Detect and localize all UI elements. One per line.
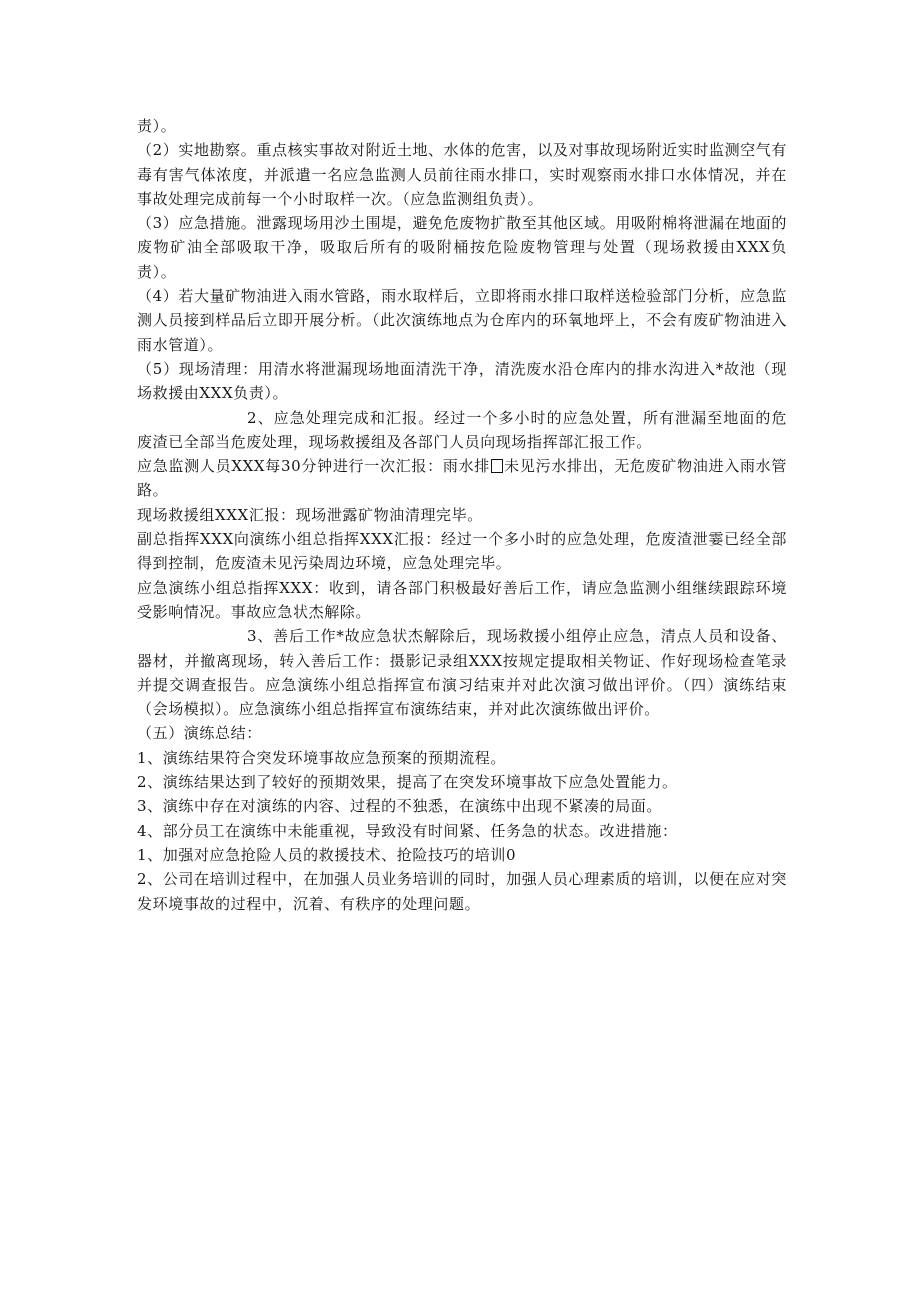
paragraph-continuation: 责）。 xyxy=(137,117,177,135)
paragraph-site-survey: （2）实地勘察。重点核实事故对附近土地、水体的危害，以及对事故现场附近实时监测空气有毒有害气体浓度，并派遣一名应急监测人员前往雨水排口，实时观察雨水排口水体情况，并在事故处理完成前每一个小时取样一次。（应急监测组负责）。 xyxy=(137,141,787,208)
paragraph-completion-report: 2、应急处理完成和汇报。经过一个多小时的应急处置，所有泄漏至地面的危废渣已全部当危废处理，现场救援组及各部门人员向现场指挥部汇报工作。 xyxy=(137,408,787,451)
paragraph-deputy-report: 副总指挥XXX向演练小组总指挥XXX汇报：经过一个多小时的应急处理，危废渣泄霎已经全部得到控制，危废渣未见污染周边环境，应急处理完毕。 xyxy=(137,530,787,573)
paragraph-summary-3: 3、演练中存在对演练的内容、过程的不独悉，在演练中出现不紧凑的局面。 xyxy=(137,797,662,816)
document-body xyxy=(137,114,787,916)
paragraph-site-cleanup: （5）现场清理：用清水将泄漏现场地面清洗干净，清洗废水沿仓库内的排水沟进入*故池（现场救援由XXX负责）。 xyxy=(137,359,787,403)
paragraph-improvement-1: 1、加强对应急抢险人员的救援技术、抢险技巧的培训0 xyxy=(137,845,517,864)
paragraph-rescue-report: 现场救援组XXX汇报：现场泄露矿物油清理完毕。 xyxy=(137,505,483,524)
paragraph-summary-2: 2、演练结果达到了较好的预期效果，提高了在突发环境事故下应急处置能力。 xyxy=(137,773,678,792)
paragraph-aftermath: 3、善后工作*故应急状杰解除后，现场救援小组停止应急，清点人员和设备、器材，并撤离现场，转入善后工作：摄影记录组XXX按规定提取相关物证、作好现场检查笔录并提交调查报告。应急演练小组总指挥宣布演习结束并对此次演习做出评价。（四）演练结束（会场模拟）。应急演练小组总指挥宣布演练结束，并对此次演练做出评价。 xyxy=(137,627,787,719)
paragraph-monitoring-report xyxy=(137,454,787,503)
paragraph-summary-1: 1、演练结果符合突发环境事故应急预案的预期流程。 xyxy=(137,748,506,767)
paragraph-rainwater-pipe: （4）若大量矿物油进入雨水管路，雨水取样后，立即将雨水排口取样送检验部门分析，应急监测人员接到样品后立即开展分析。（此次演练地点为仓库内的环氧地坪上，不会有废矿物油进入雨水管道）。 xyxy=(137,287,787,354)
paragraph-improvement-2: 2、公司在培训过程中，在加强人员业务培训的同时，加强人员心理素质的培训，以便在应对突发环境事故的过程中，沉着、有秩序的处理问题。 xyxy=(137,870,787,913)
paragraph-summary-heading: （五）演练总结： xyxy=(137,724,262,743)
paragraph-emergency-measures: （3）应急措施。泄露现场用沙土围堤，避免危废物扩散至其他区域。用吸附棉将泄漏在地面的废物矿油全部吸取干净，吸取后所有的吸附桶按危险废物管理与处置（现场救援由XXX负责）。 xyxy=(137,214,787,281)
paragraph-commander-response: 应急演练小组总指挥XXX：收到，请各部门积极最好善后工作，请应急监测小组继续跟踪环境受影响情况。事故应急状杰解除。 xyxy=(137,578,787,621)
monitoring-report-text-before: 应急监测人员XXX每30分钟进行一次汇报：雨水排 xyxy=(137,457,491,476)
monitoring-report-text-after: 未见污水排出，无危废矿物油进入雨水管路。 xyxy=(137,457,787,500)
paragraph-summary-4: 4、部分员工在演练中未能重视，导致没有时间紧、任务急的状态。改进措施： xyxy=(137,821,678,840)
box-glyph-icon xyxy=(491,459,503,473)
